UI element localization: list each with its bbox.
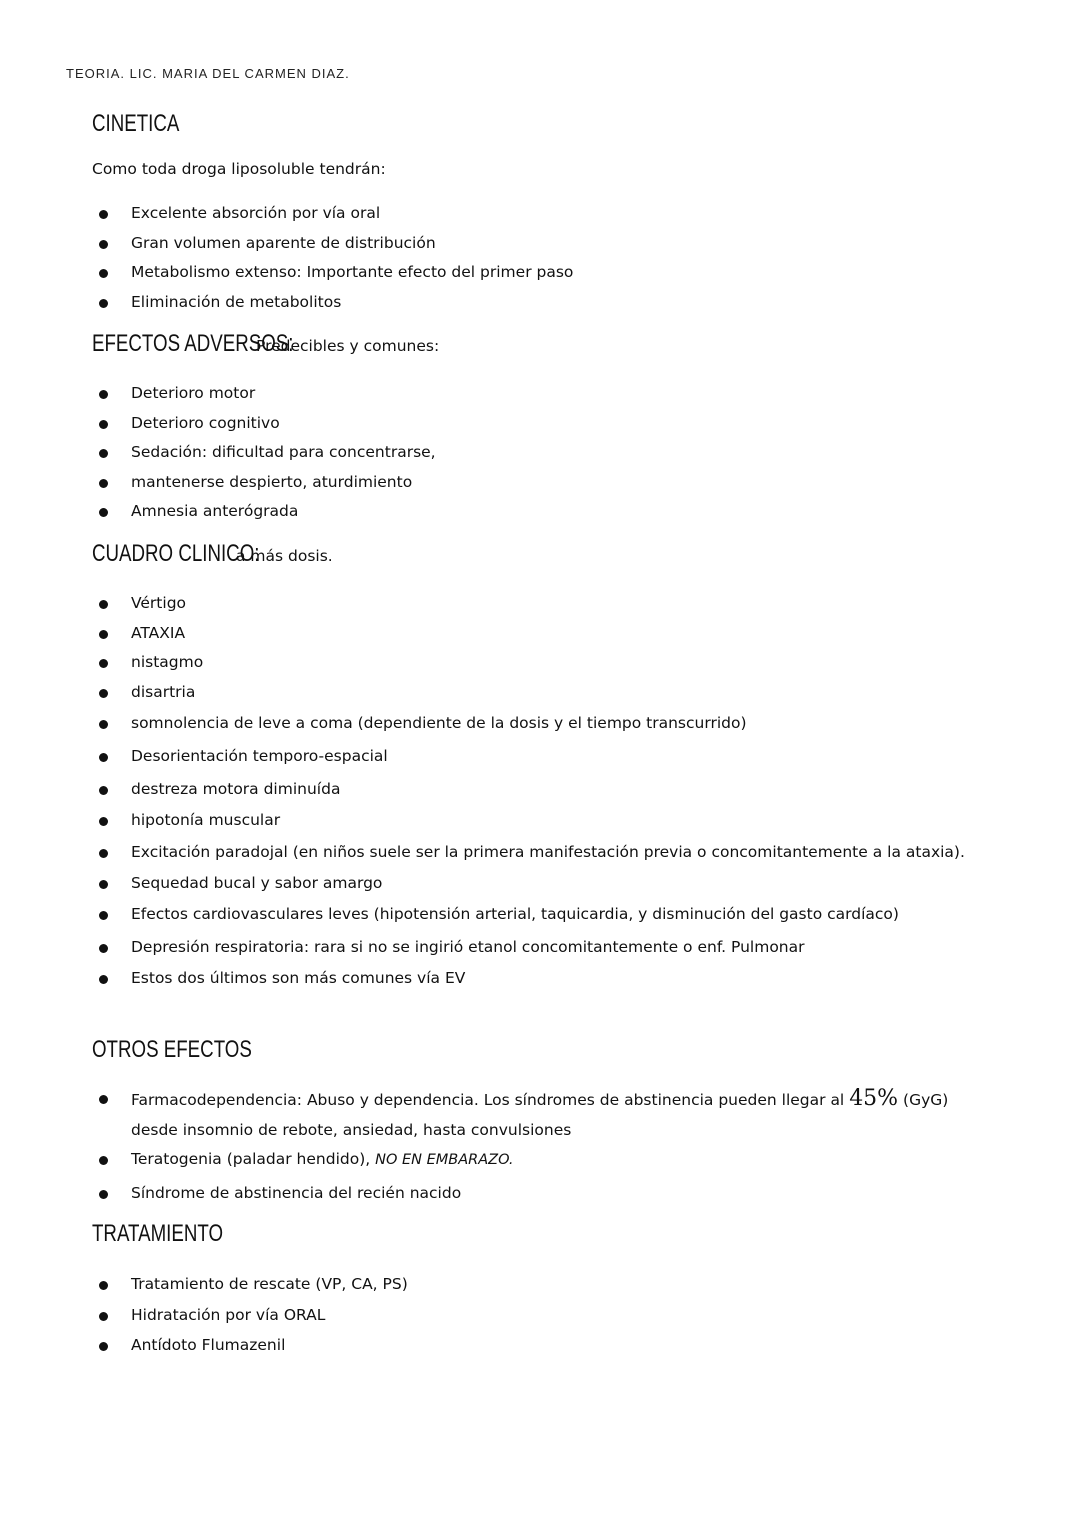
section-title-cinetica: CINETICA bbox=[92, 110, 180, 137]
list-item: Tratamiento de rescate (VP, CA, PS) bbox=[92, 1268, 992, 1301]
list-item: Sedación: dificultad para concentrarse, bbox=[92, 438, 992, 468]
bullet-icon bbox=[99, 944, 108, 953]
bullet-icon bbox=[99, 1342, 108, 1351]
bullet-icon bbox=[99, 630, 108, 639]
page-header: TEORIA. LIC. MARIA DEL CARMEN DIAZ. bbox=[66, 66, 350, 81]
efectos-adversos-note: Predecibles y comunes: bbox=[256, 337, 440, 355]
list-item: Eliminación de metabolitos bbox=[92, 288, 992, 318]
list-item: Sequedad bucal y sabor amargo bbox=[92, 869, 992, 899]
list-item: nistagmo bbox=[92, 648, 992, 678]
list-item: Excelente absorción por vía oral bbox=[92, 199, 992, 229]
bullet-icon bbox=[99, 817, 108, 826]
list-item: somnolencia de leve a coma (dependiente de la dosis y el tiempo transcurrido) bbox=[92, 707, 992, 740]
efectos-adversos-list bbox=[92, 379, 992, 527]
bullet-icon bbox=[99, 299, 108, 308]
section-title-tratamiento: TRATAMIENTO bbox=[92, 1220, 224, 1247]
bullet-icon bbox=[99, 849, 108, 858]
section-title-efectos-adversos: EFECTOS ADVERSOS: bbox=[92, 330, 294, 357]
bullet-icon bbox=[99, 269, 108, 278]
bullet-icon bbox=[99, 786, 108, 795]
bullet-icon bbox=[99, 1095, 108, 1104]
bullet-icon bbox=[99, 210, 108, 219]
list-item: Depresión respiratoria: rara si no se ingirió etanol concomitantemente o enf. Pulmonar bbox=[92, 931, 992, 964]
bullet-icon bbox=[99, 659, 108, 668]
list-item: Efectos cardiovasculares leves (hipotensión arterial, taquicardia, y disminución del gasto cardíaco) bbox=[92, 898, 992, 931]
cinetica-list bbox=[92, 199, 992, 317]
bullet-icon bbox=[99, 1312, 108, 1321]
list-item: mantenerse despierto, aturdimiento bbox=[92, 468, 992, 498]
section-title-otros-efectos: OTROS EFECTOS bbox=[92, 1036, 252, 1063]
list-item: Síndrome de abstinencia del recién nacido bbox=[92, 1177, 992, 1210]
list-item: destreza motora diminuída bbox=[92, 773, 992, 806]
list-item: Vértigo bbox=[92, 589, 992, 619]
bullet-icon bbox=[99, 449, 108, 458]
warning-text: NO EN EMBARAZO. bbox=[375, 1152, 514, 1168]
list-item: Teratogenia (paladar hendido), NO EN EMBARAZO. bbox=[92, 1143, 992, 1177]
list-item: Antídoto Flumazenil bbox=[92, 1331, 992, 1361]
otros-efectos-list bbox=[92, 1082, 992, 1210]
list-item: hipotonía muscular bbox=[92, 806, 992, 836]
cinetica-intro: Como toda droga liposoluble tendrán: bbox=[92, 160, 386, 178]
bullet-icon bbox=[99, 420, 108, 429]
bullet-icon bbox=[99, 1156, 108, 1165]
section-title-cuadro-clinico: CUADRO CLINICO: bbox=[92, 540, 260, 567]
percentage-value: 45% bbox=[849, 1086, 899, 1111]
list-item: Excitación paradojal (en niños suele ser la primera manifestación previa o concomitantemente a la ataxia). bbox=[92, 836, 992, 869]
list-item: Deterioro motor bbox=[92, 379, 992, 409]
bullet-icon bbox=[99, 1190, 108, 1199]
list-item: Gran volumen aparente de distribución bbox=[92, 229, 992, 259]
list-item: Hidratación por vía ORAL bbox=[92, 1301, 992, 1331]
list-item: Amnesia anterógrada bbox=[92, 497, 992, 527]
list-item: Estos dos últimos son más comunes vía EV bbox=[92, 964, 992, 994]
bullet-icon bbox=[99, 720, 108, 729]
list-item: Metabolismo extenso: Importante efecto del primer paso bbox=[92, 258, 992, 288]
cuadro-clinico-note: a más dosis. bbox=[236, 547, 333, 565]
list-item: disartria bbox=[92, 678, 992, 708]
bullet-icon bbox=[99, 975, 108, 984]
bullet-icon bbox=[99, 390, 108, 399]
bullet-icon bbox=[99, 689, 108, 698]
bullet-icon bbox=[99, 911, 108, 920]
list-item: Desorientación temporo-espacial bbox=[92, 740, 992, 773]
list-item: Farmacodependencia: Abuso y dependencia. Los síndromes de abstinencia pueden llegar al 45% (GyG) desde insomnio de rebote, ansiedad, hasta convulsiones bbox=[92, 1082, 992, 1143]
list-item: ATAXIA bbox=[92, 619, 992, 649]
list-item: Deterioro cognitivo bbox=[92, 409, 992, 439]
bullet-icon bbox=[99, 600, 108, 609]
cuadro-clinico-list bbox=[92, 589, 992, 994]
bullet-icon bbox=[99, 479, 108, 488]
tratamiento-list bbox=[92, 1268, 992, 1360]
bullet-icon bbox=[99, 240, 108, 249]
bullet-icon bbox=[99, 880, 108, 889]
bullet-icon bbox=[99, 1281, 108, 1290]
bullet-icon bbox=[99, 508, 108, 517]
bullet-icon bbox=[99, 753, 108, 762]
